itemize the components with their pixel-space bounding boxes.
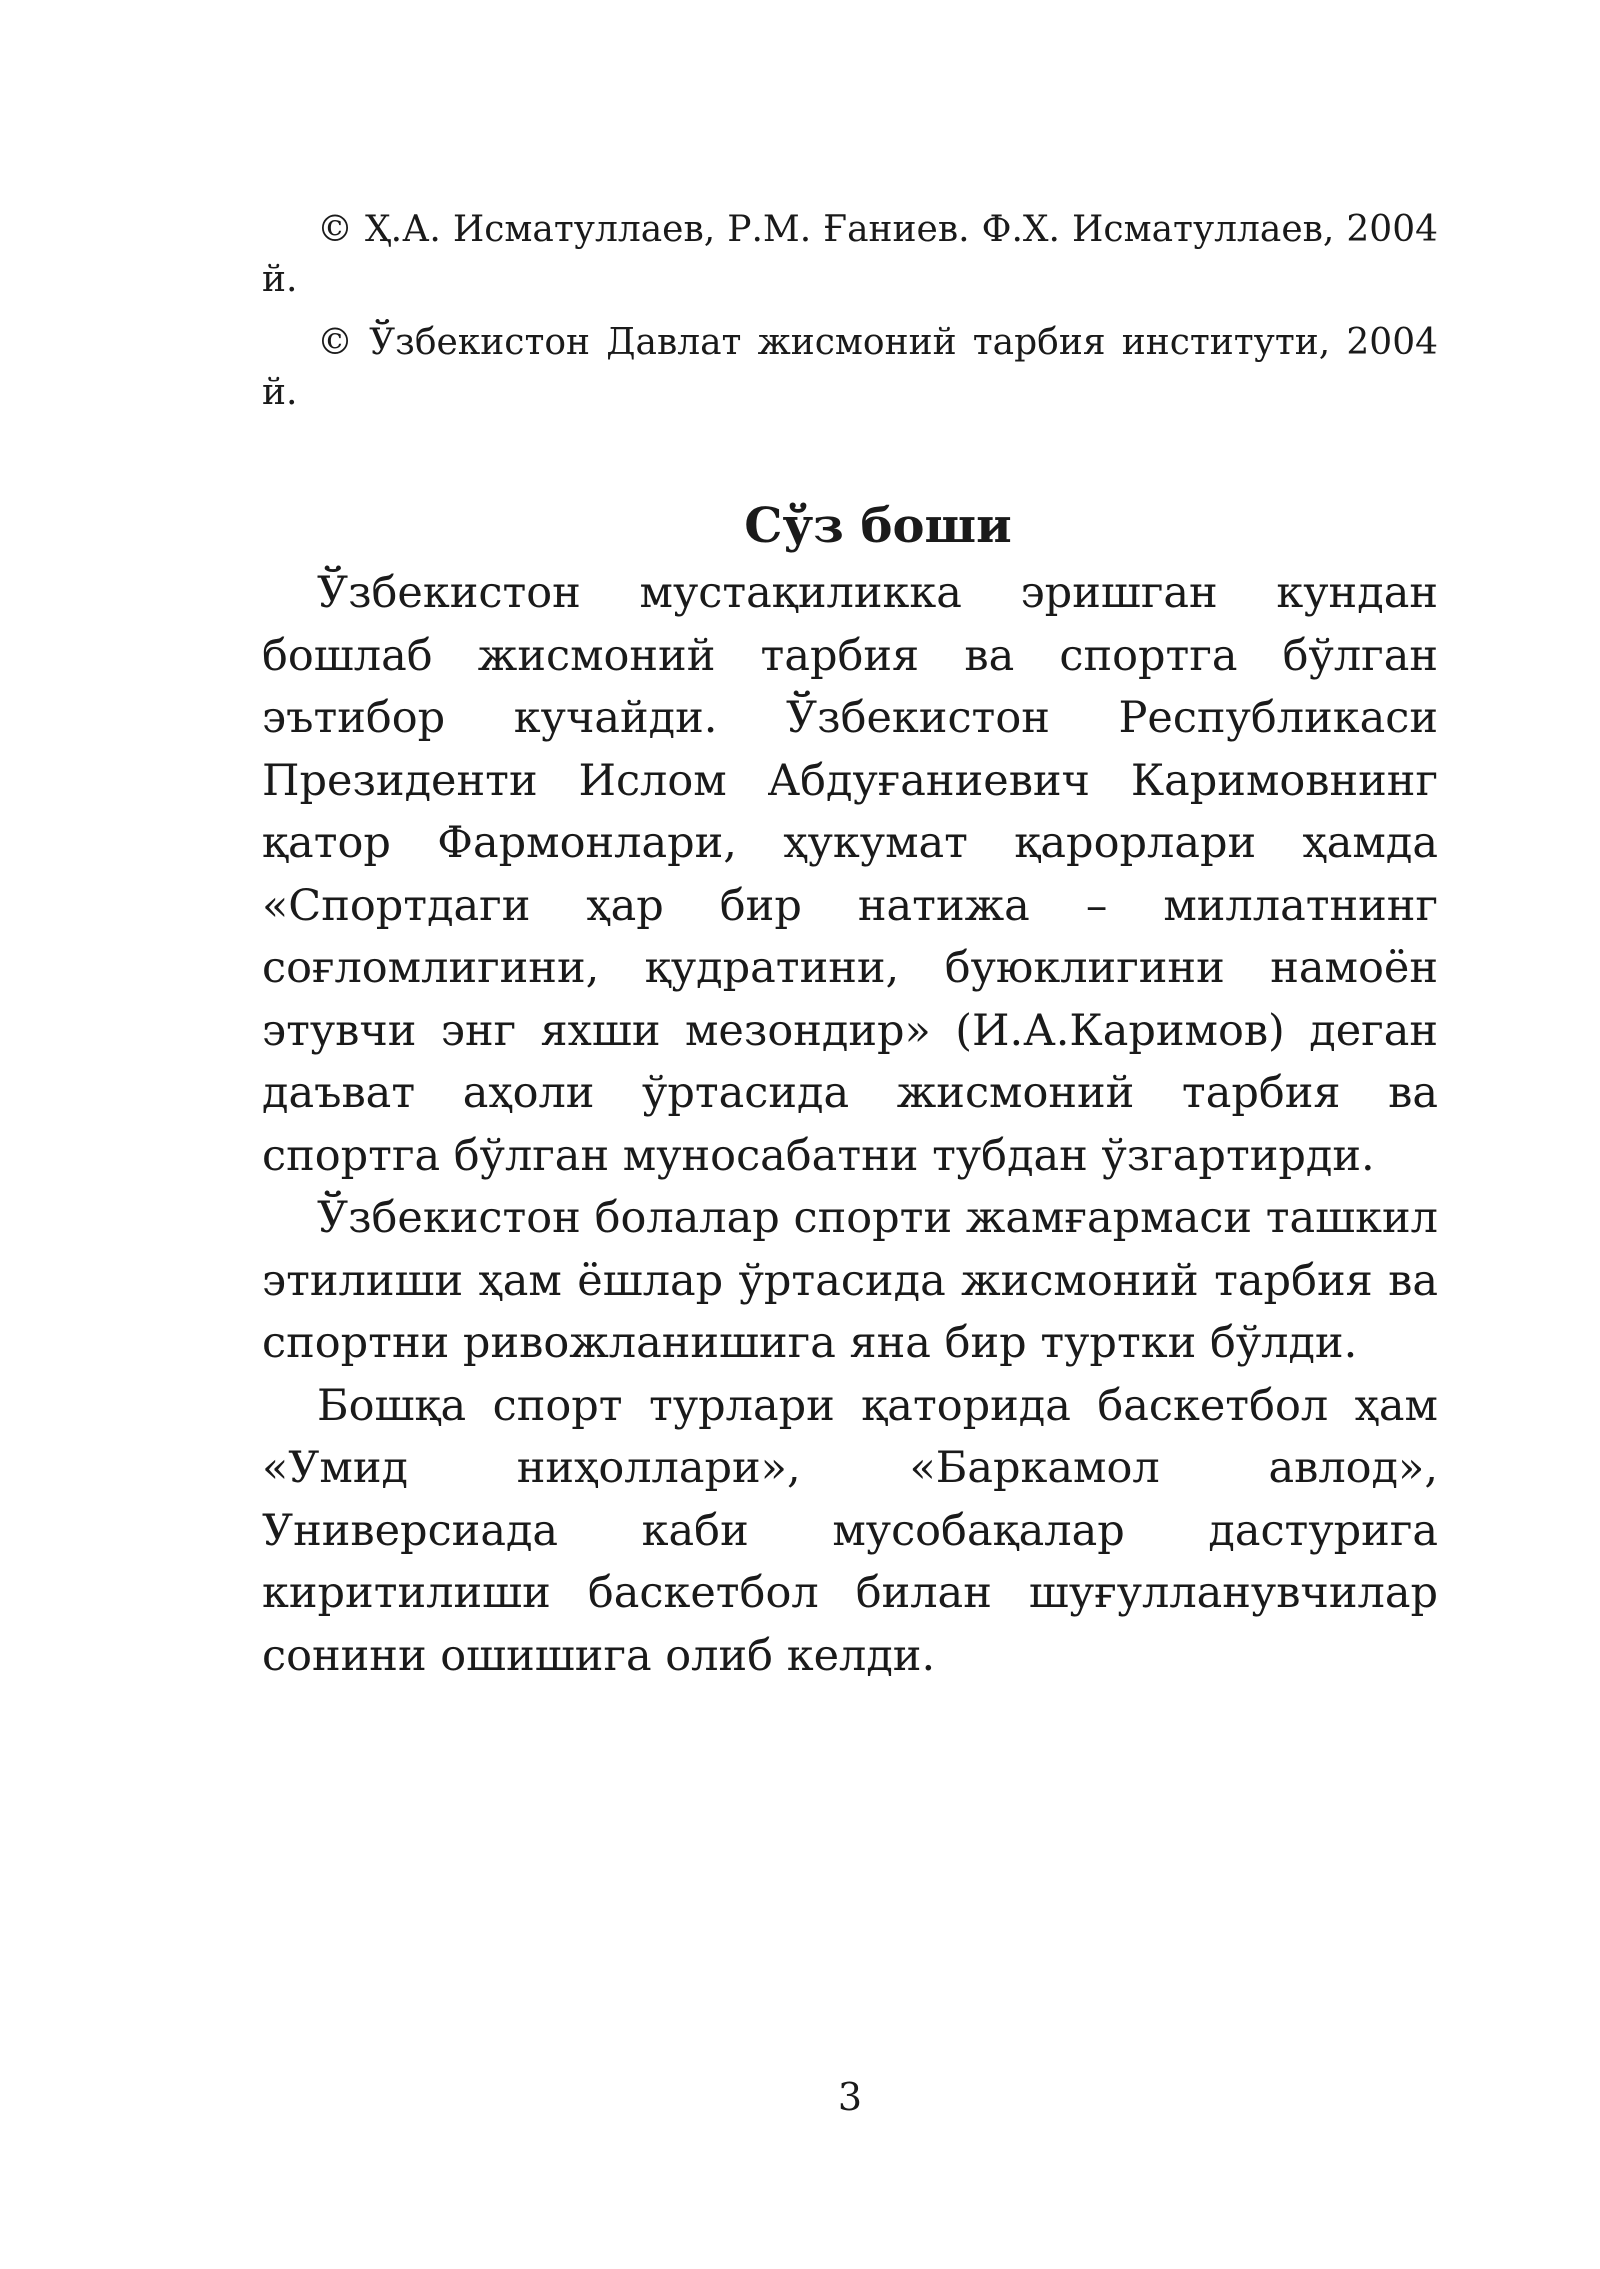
paragraph-2: Ўзбекистон болалар спорти жамғармаси ташкил этилиши ҳам ёшлар ўртасида жисмоний тарбия ва спортни ривожланишига яна бир туртки бўлди. [262,1193,1438,1368]
body-text [262,562,1438,1687]
copyright-line-authors: © Ҳ.А. Исматуллаев, Р.М. Ғаниев. Ф.Х. Исматуллаев, 2004 й. [262,209,1438,300]
section-heading: Сўз боши [744,498,1012,554]
copyright-line-institute: © Ўзбекистон Давлат жисмоний тарбия институти, 2004 й. [262,322,1438,413]
paragraph-3: Бошқа спорт турлари қаторида баскетбол ҳам «Умид ниҳоллари», «Баркамол авлод», Универсиада каби мусобақалар дастурига киритилиши баскетбол билан шуғулланувчилар сонини ошишига олиб келди. [262,1380,1438,1681]
paragraph-1: Ўзбекистон мустақиликка эришган кундан бошлаб жисмоний тарбия ва спортга бўлган эътибор кучайди. Ўзбекистон Республикаси Президенти Ислом Абдуғаниевич Каримовнинг қатор Фармонлари, ҳукумат қарорлари ҳамда «Спортдаги ҳар бир натижа – миллатнинг соғломлигини, қудратини, буюклигини намоён этувчи энг яхши мезондир» (И.А.Каримов) деган даъват аҳоли ўртасида жисмоний тарбия ва спортга бўлган муносабатни тубдан ўзгартирди. [262,568,1438,1181]
page-number: 3 [837,2075,863,2119]
